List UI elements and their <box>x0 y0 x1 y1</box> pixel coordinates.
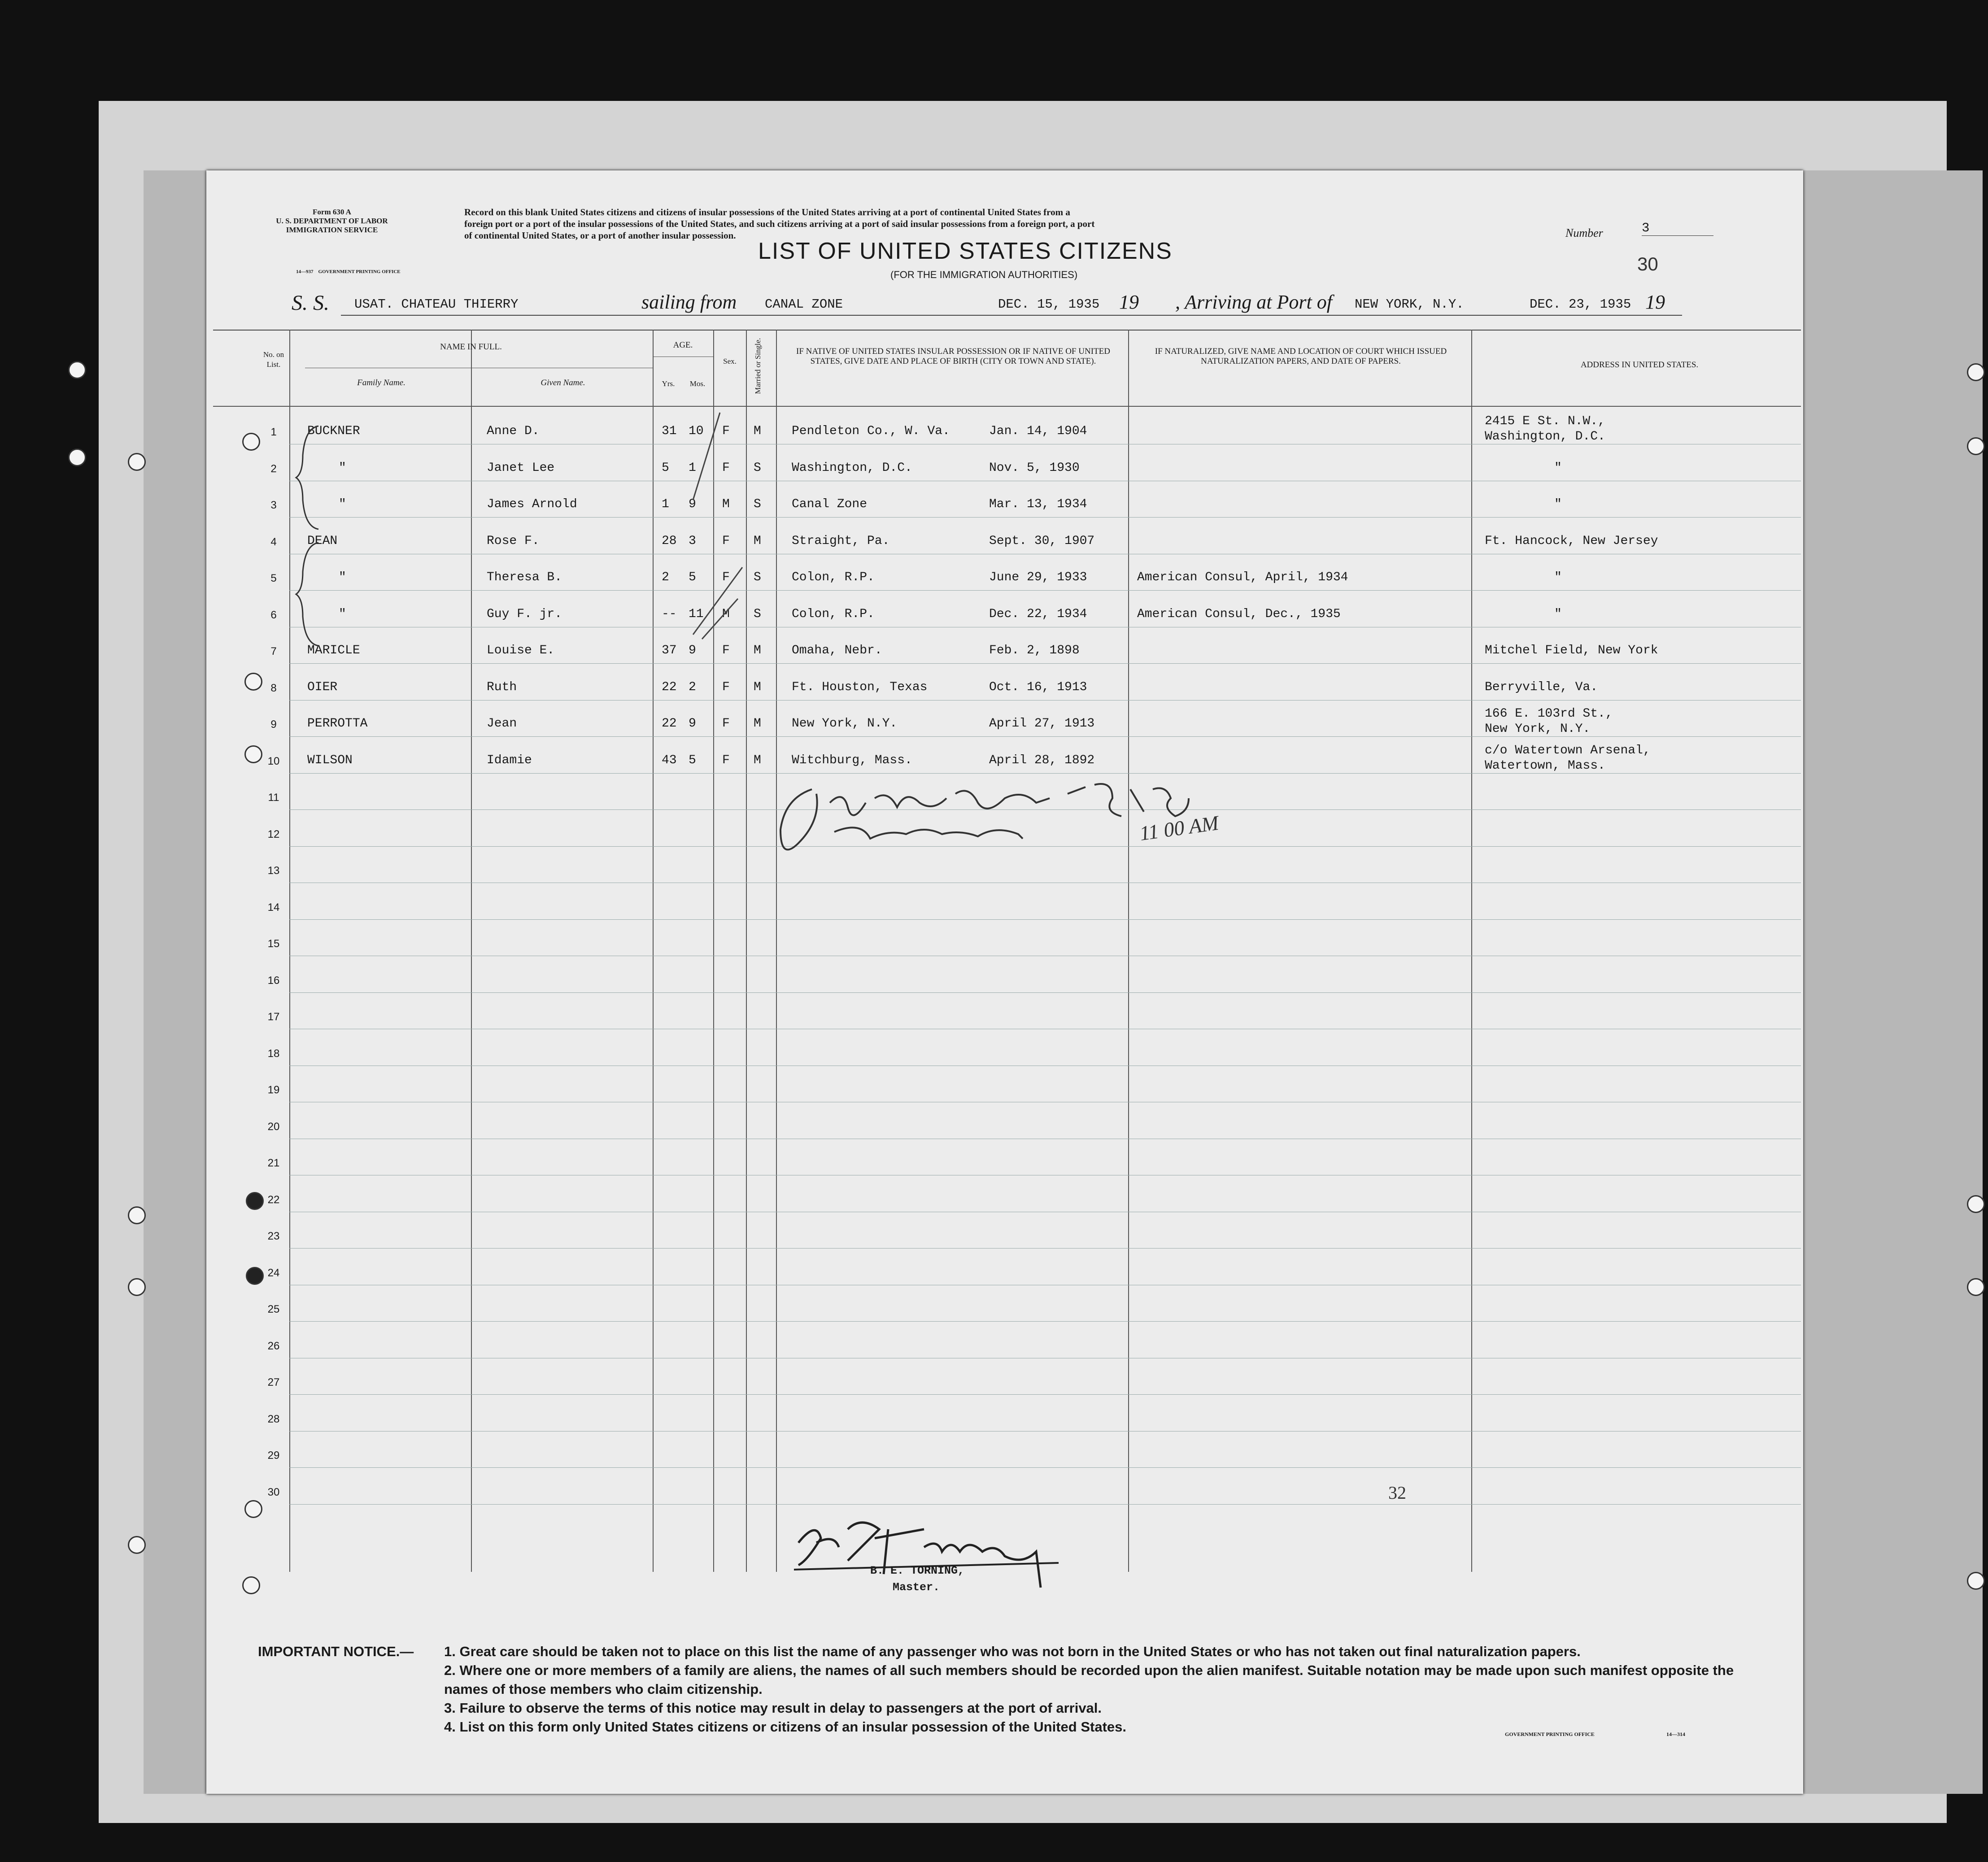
binder-hole <box>1967 437 1985 455</box>
birth-date: Oct. 16, 1913 <box>989 680 1087 694</box>
birth-date: April 28, 1892 <box>989 753 1095 767</box>
form-number-block <box>269 208 395 235</box>
address-line1: Ft. Hancock, New Jersey <box>1485 534 1658 548</box>
family-name: DEAN <box>307 534 338 548</box>
page-subtitle: (FOR THE IMMIGRATION AUTHORITIES) <box>890 269 1078 280</box>
address-line1: c/o Watertown Arsenal, <box>1485 743 1651 757</box>
age-months: 11 <box>689 607 704 621</box>
address-line2: Watertown, Mass. <box>1485 758 1605 773</box>
row-number: 6 <box>270 609 277 621</box>
family-bracket <box>292 424 327 531</box>
row-number: 26 <box>267 1340 280 1352</box>
birth-date: Sept. 30, 1907 <box>989 534 1095 548</box>
sex: F <box>722 534 730 548</box>
col-header-yrs: Yrs. <box>662 379 675 388</box>
row-number: 24 <box>267 1266 280 1279</box>
row-rule <box>289 1321 1801 1322</box>
row-rule <box>289 517 1801 518</box>
col-divider <box>471 330 472 1572</box>
age-years: 37 <box>662 644 677 657</box>
binder-hole <box>68 361 86 379</box>
given-name: Louise E. <box>487 644 555 657</box>
page-title: LIST OF UNITED STATES CITIZENS <box>758 238 1173 264</box>
row-number: 29 <box>267 1449 280 1462</box>
age-years: 43 <box>662 753 677 767</box>
address-line2: New York, N.Y. <box>1485 722 1591 736</box>
row-number: 15 <box>267 938 280 950</box>
row-number: 21 <box>267 1157 280 1169</box>
age-years: 5 <box>662 461 669 475</box>
row-number: 28 <box>267 1413 280 1425</box>
row-number: 3 <box>270 499 277 511</box>
department-name: U. S. DEPARTMENT OF LABOR <box>276 217 388 225</box>
row-number: 14 <box>267 901 280 914</box>
col-header-address: ADDRESS IN UNITED STATES. <box>1580 360 1699 370</box>
birth-date: Nov. 5, 1930 <box>989 461 1080 475</box>
page-number: 32 <box>1388 1483 1406 1503</box>
birth-date: Dec. 22, 1934 <box>989 607 1087 621</box>
age-years: 2 <box>662 570 669 584</box>
row-number: 27 <box>267 1376 280 1388</box>
age-years: 28 <box>662 534 677 548</box>
binder-hole <box>128 1536 146 1554</box>
age-months: 5 <box>689 753 696 767</box>
given-name: Rose F. <box>487 534 540 548</box>
col-header-given: Given Name. <box>541 378 585 387</box>
family-name: MARICLE <box>307 644 360 657</box>
given-name: James Arnold <box>487 497 577 511</box>
birth-place: Colon, R.P. <box>792 570 875 584</box>
birth-place: Witchburg, Mass. <box>792 753 912 767</box>
family-name: PERROTTA <box>307 717 368 731</box>
col-header-age: AGE. <box>673 340 693 350</box>
number-underline <box>1642 235 1713 236</box>
age-months: 1 <box>689 461 696 475</box>
col-header-sex: Sex. <box>723 357 737 365</box>
given-name: Janet Lee <box>487 461 555 475</box>
marital-status: M <box>754 753 761 767</box>
given-name: Guy F. jr. <box>487 607 562 621</box>
family-name: OIER <box>307 680 338 694</box>
address-line1: Berryville, Va. <box>1485 680 1598 694</box>
sheet-number: 30 <box>1637 253 1658 274</box>
marital-status: M <box>754 534 761 548</box>
family-name: " <box>339 497 346 511</box>
master-name: B. E. TORNING, <box>870 1564 965 1577</box>
col-divider <box>653 330 654 1572</box>
service-name: IMMIGRATION SERVICE <box>286 226 378 234</box>
sex: F <box>722 680 730 694</box>
marital-status: S <box>754 570 761 584</box>
birth-place: Ft. Houston, Texas <box>792 680 928 694</box>
address-line1: 2415 E St. N.W., <box>1485 414 1605 428</box>
age-months: 9 <box>689 717 696 731</box>
marital-status: M <box>754 424 761 438</box>
address-line1: " <box>1554 607 1562 621</box>
age-years: -- <box>662 607 677 621</box>
sex: F <box>722 644 730 657</box>
given-name: Anne D. <box>487 424 540 438</box>
family-name: " <box>339 570 346 584</box>
marital-status: M <box>754 680 761 694</box>
row-number: 12 <box>267 828 280 840</box>
birth-place: Colon, R.P. <box>792 607 875 621</box>
row-number: 1 <box>270 426 277 438</box>
age-months: 9 <box>689 644 696 657</box>
row-number: 18 <box>267 1047 280 1060</box>
notice-item: 1. Great care should be taken not to place on this list the name of any passenger who was not born in the United States or who has not taken out final naturalization papers. <box>444 1644 1581 1659</box>
col-header-mos: Mos. <box>689 379 706 388</box>
col-divider <box>776 330 777 1572</box>
print-code: 14—937 GOVERNMENT PRINTING OFFICE <box>296 269 401 274</box>
binder-hole <box>128 1278 146 1296</box>
sail-date: DEC. 15, 1935 <box>998 297 1100 312</box>
from-port: CANAL ZONE <box>765 297 843 312</box>
row-number: 13 <box>267 865 280 877</box>
binder-hole <box>68 448 86 466</box>
birth-place: Straight, Pa. <box>792 534 890 548</box>
family-name: BUCKNER <box>307 424 360 438</box>
sex: F <box>722 424 730 438</box>
birth-date: April 27, 1913 <box>989 717 1095 731</box>
age-years: 22 <box>662 680 677 694</box>
notice-item: 2. Where one or more members of a family are aliens, the names of all such members should be recorded upon the alien manifest. Suitable notation may be made upon such manifest opposite the names of those members who claim citizenship. <box>444 1662 1734 1697</box>
marital-status: S <box>754 461 761 475</box>
given-name: Jean <box>487 717 517 731</box>
sex: M <box>722 607 730 621</box>
given-name: Idamie <box>487 753 532 767</box>
row-number: 20 <box>267 1120 280 1133</box>
row-number: 16 <box>267 974 280 987</box>
family-name: WILSON <box>307 753 353 767</box>
birth-date: June 29, 1933 <box>989 570 1087 584</box>
birth-place: Omaha, Nebr. <box>792 644 882 657</box>
year-prefix-1: 19 <box>1119 291 1139 313</box>
col-header-married: Married or Single. <box>754 338 762 394</box>
age-years: 1 <box>662 497 669 511</box>
row-number: 2 <box>270 462 277 475</box>
address-line1: 166 E. 103rd St., <box>1485 707 1613 721</box>
footer-code: 14—314 <box>1666 1731 1685 1737</box>
sex: F <box>722 753 730 767</box>
year-prefix-2: 19 <box>1645 291 1665 313</box>
row-rule <box>289 590 1801 591</box>
birth-date: Feb. 2, 1898 <box>989 644 1080 657</box>
given-name: Theresa B. <box>487 570 562 584</box>
age-months: 3 <box>689 534 696 548</box>
master-title: Master. <box>893 1581 940 1594</box>
col-header-no: No. on List. <box>263 350 284 369</box>
col-header-family: Family Name. <box>357 378 405 387</box>
sex: M <box>722 497 730 511</box>
binder-hole <box>1967 1195 1985 1213</box>
row-number: 30 <box>267 1486 280 1498</box>
marital-status: S <box>754 607 761 621</box>
birth-place: Pendleton Co., W. Va. <box>792 424 950 438</box>
col-divider <box>1471 330 1472 1572</box>
row-number: 11 <box>268 792 279 804</box>
number-value: 3 <box>1642 221 1650 235</box>
row-rule <box>289 1248 1801 1249</box>
number-label: Number <box>1565 226 1603 239</box>
marital-status: M <box>754 717 761 731</box>
row-number: 10 <box>267 755 280 767</box>
address-line1: Mitchel Field, New York <box>1485 644 1658 657</box>
notice-item: 3. Failure to observe the terms of this notice may result in delay to passengers at the port of arrival. <box>444 1700 1102 1716</box>
col-divider <box>1128 330 1129 1572</box>
arrival-port: NEW YORK, N.Y. <box>1355 297 1464 312</box>
binder-hole <box>128 453 146 471</box>
row-number: 23 <box>267 1230 280 1242</box>
birth-place: Canal Zone <box>792 497 868 511</box>
row-number: 17 <box>267 1011 280 1023</box>
row-rule <box>289 1467 1801 1468</box>
passenger-table <box>213 330 1801 1572</box>
sex: F <box>722 570 730 584</box>
naturalization: American Consul, April, 1934 <box>1137 570 1348 584</box>
family-name: " <box>339 461 346 475</box>
row-rule <box>289 992 1801 993</box>
binder-hole <box>1967 1572 1985 1590</box>
row-rule <box>289 663 1801 664</box>
col-divider <box>289 330 290 1572</box>
row-number: 7 <box>270 645 277 657</box>
intro-text: Record on this blank United States citizens and citizens of insular possessions of the United States arriving at a port of continental United States from a foreign port or a port of the insular possessions of the United States, and such citizens arriving at a port of said insular possessions from a foreign port, a port of continental United States, or a port of another insular possession. <box>464 207 1095 241</box>
age-months: 2 <box>689 680 696 694</box>
time-stamp: 11 00 AM <box>1138 811 1220 845</box>
arriving-label: , Arriving at Port of <box>1175 291 1332 313</box>
row-number: 5 <box>270 572 277 584</box>
age-months: 10 <box>689 424 704 438</box>
marital-status: M <box>754 644 761 657</box>
notice-lead: IMPORTANT NOTICE.— <box>258 1644 414 1659</box>
row-number: 25 <box>267 1303 280 1315</box>
birth-date: Jan. 14, 1904 <box>989 424 1087 438</box>
row-rule <box>289 1394 1801 1395</box>
address-line1: " <box>1554 497 1562 511</box>
address-line2: Washington, D.C. <box>1485 430 1605 444</box>
arrival-date: DEC. 23, 1935 <box>1530 297 1631 312</box>
col-header-birth: IF NATIVE OF UNITED STATES INSULAR POSSESSION OR IF NATIVE OF UNITED STATES, GIVE DATE AND PLACE OF BIRTH (CITY OR TOWN AND STATE). <box>796 347 1110 366</box>
row-number: 4 <box>270 535 277 548</box>
voyage-underline <box>341 315 1682 316</box>
birth-place: Washington, D.C. <box>792 461 912 475</box>
ship-name: USAT. CHATEAU THIERRY <box>354 297 519 312</box>
sailing-from-label: sailing from <box>641 291 737 313</box>
row-number: 19 <box>267 1084 280 1096</box>
col-header-naturalized: IF NATURALIZED, GIVE NAME AND LOCATION OF COURT WHICH ISSUED NATURALIZATION PAPERS, AND DATE OF PAPERS. <box>1155 347 1447 366</box>
naturalization: American Consul, Dec., 1935 <box>1137 607 1341 621</box>
page-hole <box>242 1576 260 1594</box>
notice-item: 4. List on this form only United States citizens or citizens of an insular possession of the United States. <box>444 1719 1126 1735</box>
ss-label: S. S. <box>292 291 329 315</box>
marital-status: S <box>754 497 761 511</box>
row-number: 8 <box>270 682 277 694</box>
row-number: 9 <box>270 718 277 731</box>
sex: F <box>722 717 730 731</box>
age-years: 22 <box>662 717 677 731</box>
footer-office: GOVERNMENT PRINTING OFFICE <box>1505 1731 1595 1737</box>
check-marks <box>675 410 756 644</box>
age-months: 9 <box>689 497 696 511</box>
age-months: 5 <box>689 570 696 584</box>
row-number: 22 <box>267 1193 280 1206</box>
address-line1: " <box>1554 570 1562 584</box>
row-rule <box>289 919 1801 920</box>
birth-date: Mar. 13, 1934 <box>989 497 1087 511</box>
binder-hole <box>1967 1278 1985 1296</box>
form-number: Form 630 A <box>313 208 351 216</box>
birth-place: New York, N.Y. <box>792 717 898 731</box>
col-header-name: NAME IN FULL. <box>440 342 502 352</box>
row-rule <box>289 1504 1801 1505</box>
binder-hole <box>1967 363 1985 381</box>
given-name: Ruth <box>487 680 517 694</box>
binder-hole <box>128 1206 146 1224</box>
address-line1: " <box>1554 461 1562 475</box>
age-years: 31 <box>662 424 677 438</box>
family-name: " <box>339 607 346 621</box>
family-bracket <box>292 540 327 648</box>
sex: F <box>722 461 730 475</box>
